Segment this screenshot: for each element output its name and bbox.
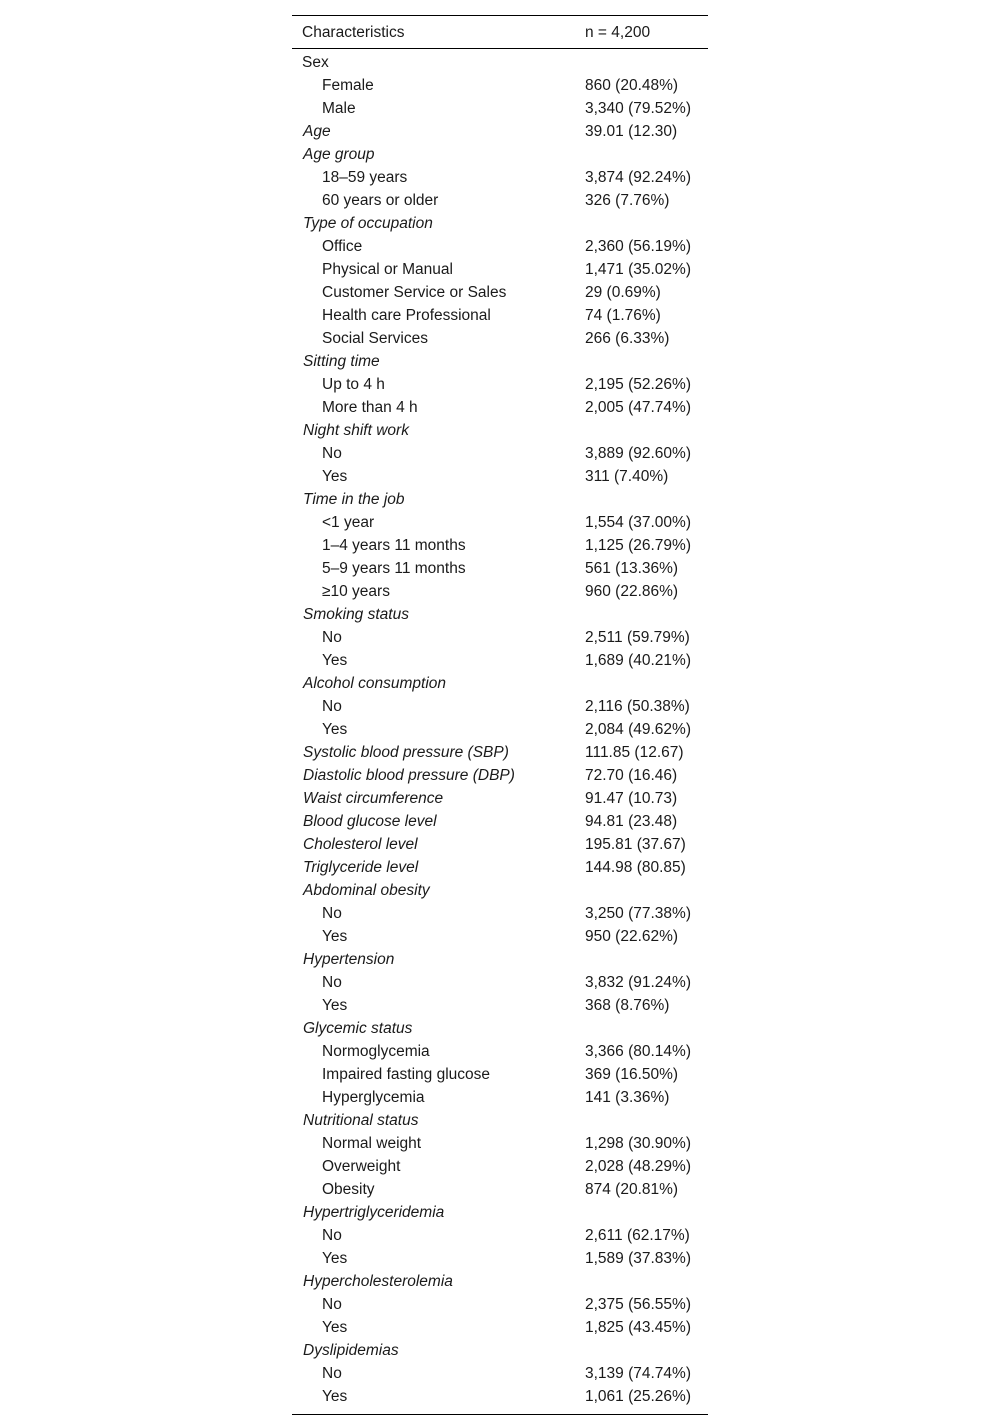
row-sublabel: Yes bbox=[322, 1250, 348, 1267]
characteristics-table-container bbox=[292, 15, 708, 1415]
table-row bbox=[292, 925, 708, 948]
table-row bbox=[292, 281, 708, 304]
row-sublabel: No bbox=[322, 629, 342, 646]
row-sublabel: Overweight bbox=[322, 1158, 401, 1175]
table-row bbox=[292, 235, 708, 258]
table-row bbox=[292, 1155, 708, 1178]
table-row bbox=[292, 626, 708, 649]
row-group-label: Systolic blood pressure (SBP) bbox=[303, 744, 509, 761]
row-value: 1,298 (30.90%) bbox=[585, 1135, 691, 1152]
table-row bbox=[292, 1270, 708, 1293]
row-group-label: Triglyceride level bbox=[303, 859, 419, 876]
row-group-label: Nutritional status bbox=[303, 1112, 419, 1129]
row-value bbox=[585, 1339, 708, 1362]
table-row bbox=[292, 1316, 708, 1339]
row-value bbox=[585, 419, 708, 442]
table-row bbox=[292, 534, 708, 557]
table-row bbox=[292, 1224, 708, 1247]
row-value: 3,139 (74.74%) bbox=[585, 1365, 691, 1382]
table-row bbox=[292, 879, 708, 902]
table-row bbox=[292, 649, 708, 672]
table-row bbox=[292, 994, 708, 1017]
header-n: n = 4,200 bbox=[585, 23, 651, 41]
row-value: 3,340 (79.52%) bbox=[585, 100, 691, 117]
row-group-label: Hypertriglyceridemia bbox=[303, 1204, 445, 1221]
table-row bbox=[292, 1201, 708, 1224]
table-row bbox=[292, 557, 708, 580]
table-row bbox=[292, 718, 708, 741]
row-sublabel: Yes bbox=[322, 652, 348, 669]
row-group-label: Smoking status bbox=[303, 606, 409, 623]
row-sublabel: Normoglycemia bbox=[322, 1043, 430, 1060]
table-row bbox=[292, 189, 708, 212]
row-value: 2,005 (47.74%) bbox=[585, 399, 691, 416]
row-sublabel: Customer Service or Sales bbox=[322, 284, 507, 301]
row-value: 2,611 (62.17%) bbox=[585, 1227, 690, 1244]
table-row bbox=[292, 1086, 708, 1109]
row-sublabel: Hyperglycemia bbox=[322, 1089, 425, 1106]
row-value bbox=[585, 1109, 708, 1132]
table-row bbox=[292, 948, 708, 971]
row-group-label: Abdominal obesity bbox=[303, 882, 430, 899]
row-value: 266 (6.33%) bbox=[585, 330, 670, 347]
table-row bbox=[292, 97, 708, 120]
table-row bbox=[292, 603, 708, 626]
row-group-label: Cholesterol level bbox=[303, 836, 418, 853]
row-sublabel: Social Services bbox=[322, 330, 428, 347]
row-value: 561 (13.36%) bbox=[585, 560, 679, 577]
table-row bbox=[292, 1362, 708, 1385]
row-sublabel: Impaired fasting glucose bbox=[322, 1066, 491, 1083]
table-row bbox=[292, 49, 708, 75]
table-row bbox=[292, 1063, 708, 1086]
row-sublabel: No bbox=[322, 905, 342, 922]
row-value: 369 (16.50%) bbox=[585, 1066, 679, 1083]
row-sublabel: More than 4 h bbox=[322, 399, 418, 416]
header-characteristics: Characteristics bbox=[302, 23, 405, 41]
row-value: 29 (0.69%) bbox=[585, 284, 661, 301]
row-sublabel: No bbox=[322, 1365, 342, 1382]
row-group-label: Night shift work bbox=[303, 422, 409, 439]
table-row bbox=[292, 166, 708, 189]
row-value: 1,825 (43.45%) bbox=[585, 1319, 691, 1336]
row-value: 2,084 (49.62%) bbox=[585, 721, 691, 738]
table-row bbox=[292, 1178, 708, 1201]
row-sublabel: 18–59 years bbox=[322, 169, 408, 186]
row-value: 2,511 (59.79%) bbox=[585, 629, 690, 646]
row-sublabel: Yes bbox=[322, 1388, 348, 1405]
row-value bbox=[585, 212, 708, 235]
table-row bbox=[292, 373, 708, 396]
table-row bbox=[292, 810, 708, 833]
row-value bbox=[585, 603, 708, 626]
row-sublabel: Yes bbox=[322, 721, 348, 738]
row-sublabel: Female bbox=[322, 77, 374, 94]
table-row bbox=[292, 304, 708, 327]
row-value: 1,689 (40.21%) bbox=[585, 652, 691, 669]
row-value: 2,195 (52.26%) bbox=[585, 376, 691, 393]
row-group-label: Type of occupation bbox=[303, 215, 433, 232]
table-row bbox=[292, 580, 708, 603]
row-sublabel: Obesity bbox=[322, 1181, 375, 1198]
table-row bbox=[292, 442, 708, 465]
row-group-label: Time in the job bbox=[303, 491, 405, 508]
row-value: 1,554 (37.00%) bbox=[585, 514, 691, 531]
table-row bbox=[292, 465, 708, 488]
table-row bbox=[292, 327, 708, 350]
row-group-label: Sitting time bbox=[303, 353, 380, 370]
row-group-label: Age bbox=[303, 123, 331, 140]
table-row bbox=[292, 396, 708, 419]
row-sublabel: 5–9 years 11 months bbox=[322, 560, 466, 577]
row-value: 874 (20.81%) bbox=[585, 1181, 679, 1198]
table-row bbox=[292, 488, 708, 511]
row-value bbox=[585, 879, 708, 902]
table-row bbox=[292, 1293, 708, 1316]
table-row bbox=[292, 212, 708, 235]
table-header bbox=[292, 16, 708, 49]
row-value: 94.81 (23.48) bbox=[585, 813, 678, 830]
row-value: 2,116 (50.38%) bbox=[585, 698, 690, 715]
row-sublabel: No bbox=[322, 974, 342, 991]
row-value bbox=[585, 350, 708, 373]
row-value: 860 (20.48%) bbox=[585, 77, 679, 94]
row-value: 311 (7.40%) bbox=[585, 468, 669, 485]
row-value: 3,366 (80.14%) bbox=[585, 1043, 691, 1060]
row-value: 950 (22.62%) bbox=[585, 928, 679, 945]
bottom-rule bbox=[292, 1414, 708, 1415]
row-sublabel: 1–4 years 11 months bbox=[322, 537, 466, 554]
table-row bbox=[292, 787, 708, 810]
table-row bbox=[292, 1040, 708, 1063]
row-value: 3,889 (92.60%) bbox=[585, 445, 691, 462]
table-row bbox=[292, 419, 708, 442]
table-row bbox=[292, 74, 708, 97]
row-sublabel: Yes bbox=[322, 997, 348, 1014]
row-value: 1,589 (37.83%) bbox=[585, 1250, 691, 1267]
table-row bbox=[292, 258, 708, 281]
row-value bbox=[585, 672, 708, 695]
row-sublabel: No bbox=[322, 445, 342, 462]
row-value: 1,061 (25.26%) bbox=[585, 1388, 691, 1405]
table-row bbox=[292, 764, 708, 787]
row-group-label: Age group bbox=[303, 146, 375, 163]
row-sublabel: Male bbox=[322, 100, 356, 117]
row-value: 74 (1.76%) bbox=[585, 307, 661, 324]
table-row bbox=[292, 833, 708, 856]
row-value: 195.81 (37.67) bbox=[585, 836, 686, 853]
row-value: 2,375 (56.55%) bbox=[585, 1296, 691, 1313]
row-group-label: Waist circumference bbox=[303, 790, 444, 807]
row-value: 2,360 (56.19%) bbox=[585, 238, 691, 255]
row-value: 91.47 (10.73) bbox=[585, 790, 678, 807]
row-value: 3,874 (92.24%) bbox=[585, 169, 691, 186]
row-value: 141 (3.36%) bbox=[585, 1089, 670, 1106]
table-row bbox=[292, 902, 708, 925]
row-group-label: Hypercholesterolemia bbox=[303, 1273, 453, 1290]
row-group-label: Alcohol consumption bbox=[303, 675, 447, 692]
row-value: 39.01 (12.30) bbox=[585, 123, 678, 140]
row-sublabel: <1 year bbox=[322, 514, 375, 531]
row-group-label: Sex bbox=[302, 54, 329, 71]
row-sublabel: No bbox=[322, 698, 342, 715]
row-sublabel: Office bbox=[322, 238, 363, 255]
table-row bbox=[292, 695, 708, 718]
table-row bbox=[292, 1339, 708, 1362]
row-sublabel: Physical or Manual bbox=[322, 261, 453, 278]
row-value bbox=[585, 488, 708, 511]
row-sublabel: No bbox=[322, 1296, 342, 1313]
row-value bbox=[585, 143, 708, 166]
row-sublabel: Yes bbox=[322, 928, 348, 945]
table-body bbox=[292, 49, 708, 1410]
row-value: 3,250 (77.38%) bbox=[585, 905, 691, 922]
row-value: 144.98 (80.85) bbox=[585, 859, 686, 876]
table-row bbox=[292, 856, 708, 879]
row-value: 111.85 (12.67) bbox=[585, 744, 684, 761]
table-row bbox=[292, 971, 708, 994]
header-row bbox=[292, 16, 708, 49]
row-value: 3,832 (91.24%) bbox=[585, 974, 691, 991]
row-group-label: Blood glucose level bbox=[303, 813, 437, 830]
row-sublabel: Normal weight bbox=[322, 1135, 422, 1152]
table-row bbox=[292, 1385, 708, 1409]
row-value bbox=[585, 49, 708, 75]
row-value: 72.70 (16.46) bbox=[585, 767, 678, 784]
row-value: 2,028 (48.29%) bbox=[585, 1158, 691, 1175]
row-value bbox=[585, 1017, 708, 1040]
table-row bbox=[292, 350, 708, 373]
row-group-label: Diastolic blood pressure (DBP) bbox=[303, 767, 515, 784]
characteristics-table bbox=[292, 15, 708, 1409]
table-row bbox=[292, 511, 708, 534]
row-value: 1,125 (26.79%) bbox=[585, 537, 691, 554]
table-row bbox=[292, 1017, 708, 1040]
row-sublabel: 60 years or older bbox=[322, 192, 439, 209]
row-group-label: Glycemic status bbox=[303, 1020, 413, 1037]
table-row bbox=[292, 1132, 708, 1155]
row-sublabel: Yes bbox=[322, 468, 348, 485]
row-value: 326 (7.76%) bbox=[585, 192, 670, 209]
row-group-label: Hypertension bbox=[303, 951, 395, 968]
row-sublabel: ≥10 years bbox=[322, 583, 390, 600]
table-row bbox=[292, 1247, 708, 1270]
row-sublabel: Health care Professional bbox=[322, 307, 491, 324]
row-value: 1,471 (35.02%) bbox=[585, 261, 691, 278]
table-row bbox=[292, 672, 708, 695]
row-group-label: Dyslipidemias bbox=[303, 1342, 399, 1359]
row-sublabel: Yes bbox=[322, 1319, 348, 1336]
row-value bbox=[585, 1270, 708, 1293]
row-sublabel: Up to 4 h bbox=[322, 376, 385, 393]
row-value bbox=[585, 1201, 708, 1224]
row-value: 960 (22.86%) bbox=[585, 583, 679, 600]
row-value: 368 (8.76%) bbox=[585, 997, 670, 1014]
table-row bbox=[292, 120, 708, 143]
row-value bbox=[585, 948, 708, 971]
table-row bbox=[292, 143, 708, 166]
table-row bbox=[292, 741, 708, 764]
table-row bbox=[292, 1109, 708, 1132]
row-sublabel: No bbox=[322, 1227, 342, 1244]
